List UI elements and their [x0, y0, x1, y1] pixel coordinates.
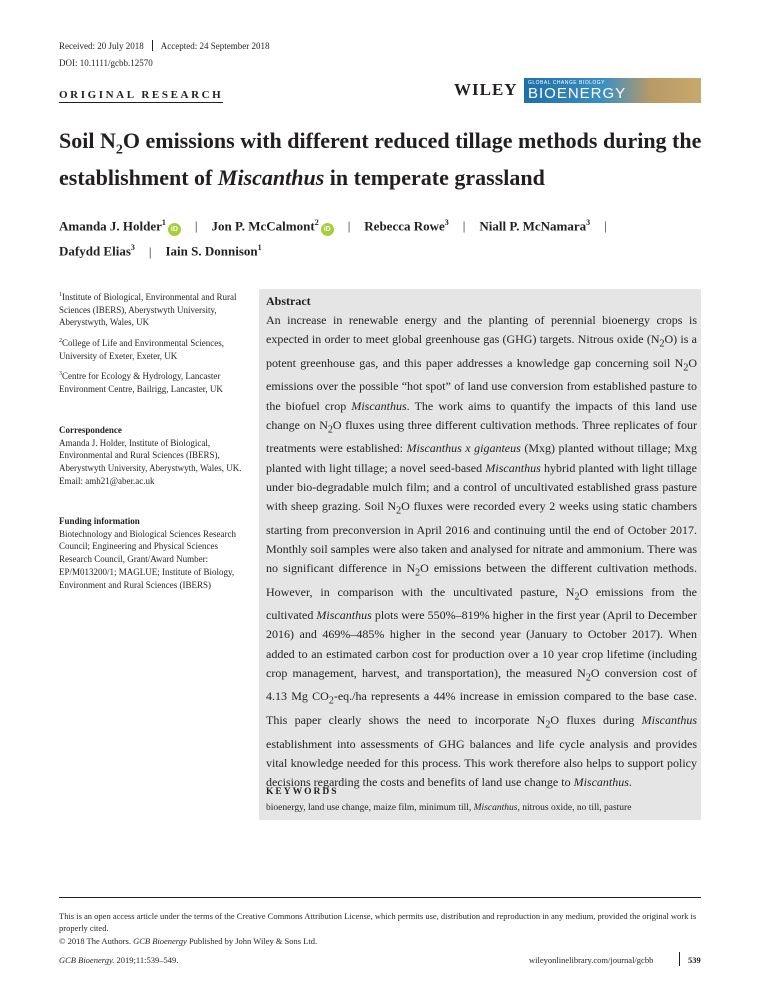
- author-name[interactable]: Dafydd Elias: [59, 243, 131, 259]
- author-separator: |: [148, 243, 152, 259]
- orcid-icon[interactable]: iD: [168, 223, 181, 236]
- journal-url[interactable]: wileyonlinelibrary.com/journal/gcbb: [529, 955, 654, 965]
- publisher-logo: WILEY: [454, 80, 518, 99]
- keywords-heading: KEYWORDS: [266, 787, 339, 797]
- keywords-list: bioenergy, land use change, maize film, minimum till, Miscanthus, nitrous oxide, no till, pasture: [266, 803, 632, 813]
- affiliation: $^2$College of Life and Environmental Sciences, University of Exeter, Exeter, UK: [59, 338, 224, 361]
- divider: [152, 40, 153, 51]
- divider: [679, 952, 680, 966]
- orcid-icon[interactable]: iD: [321, 223, 334, 236]
- funding-heading: Funding information: [59, 516, 140, 526]
- author-separator: |: [462, 218, 466, 234]
- article-title: Soil $N_2O$ emissions with different reduced tillage methods during the establishment of Miscanthus in temperate grassland: [59, 128, 702, 191]
- correspondence: Correspondence Amanda J. Holder, Institute of Biological, Environmental and Rural Sciences (IBERS), Aberystwyth University, Aberystwyth, Wales, UK. Email: amh21@aber.ac.uk: [59, 424, 249, 488]
- footer-divider: [59, 897, 701, 898]
- abstract-heading: Abstract: [266, 294, 311, 308]
- copyright: © 2018 The Authors. GCB Bioenergy Published by John Wiley & Sons Ltd.: [59, 936, 318, 946]
- author-separator: |: [347, 218, 351, 234]
- accepted-date: Accepted: 24 September 2018: [160, 41, 270, 51]
- author-separator: |: [604, 218, 607, 234]
- author-name[interactable]: Jon P. McCalmont: [211, 218, 315, 234]
- author-name[interactable]: Amanda J. Holder: [59, 218, 162, 234]
- license-note: This is an open access article under the terms of the Creative Commons Attribution License, which permits use, distribution and reproduction in any medium, provided the original work is properly cited.: [59, 911, 697, 933]
- journal-logo-title: BIOENERGY: [528, 85, 627, 102]
- author-list: Amanda J. Holder$^1$iD | Jon P. McCalmont$^2$iD | Rebecca Rowe$^3$ | Niall P. McNamara$^3$ | Dafydd Elias$^3$ | Iain S. Donnison$^1$: [59, 212, 719, 263]
- citation: GCB Bioenergy. 2019;11:539–549.: [59, 955, 179, 965]
- author-separator: |: [194, 218, 198, 234]
- affiliation: $^1$Institute of Biological, Environmental and Rural Sciences (IBERS), Aberystwyth University, Aberystwyth, Wales, UK: [59, 292, 237, 328]
- page-number: 539: [688, 955, 701, 965]
- doi[interactable]: DOI: 10.1111/gcbb.12570: [59, 58, 153, 68]
- correspondence-heading: Correspondence: [59, 425, 122, 435]
- author-name[interactable]: Niall P. McNamara: [479, 218, 587, 234]
- journal-logo: [524, 78, 701, 103]
- abstract-text: An increase in renewable energy and the planting of perennial bioenergy crops is expected in order to meet global greenhouse gas (GHG) targets. Nitrous oxide $(N_2O)$ is a potent greenhouse gas, and this paper addresses a knowledge gap concerning soil $N_2O$ emissions over the possible “hot spot” of land use conversion from established pasture to the biofuel crop Miscanthus. The work aims to quantify the impacts of this land use change on $N_2O$ fluxes using three different cultivation methods. Three replicates of four treatments were established: Miscanthus x giganteus (Mxg) planted without tillage; Mxg planted with light tillage; a novel seed-based Miscanthus hybrid planted with light tillage under bio-degradable mulch film; and a control of uncultivated established grass pasture with sheep grazing. Soil $N_2O$ fluxes were recorded every 2 weeks using static chambers starting from preconversion in April 2016 and continuing until the end of October 2017. Monthly soil samples were also taken and analysed for nitrate and ammonium. There was no significant difference in $N_2O$ emissions between the different cultivation methods. However, in comparison with the uncultivated pasture, $N_2O$ emissions from the cultivated Miscanthus plots were 550%–819% higher in the first year (April to December 2016) and 469%–485% higher in the second year (January to October 2017). When added to an estimated carbon cost for production over a 10 year crop lifetime (including crop management, harvest, and transportation), the measured $N_2O$ conversion cost of 4.13 Mg $CO_2-eq./ha$ represents a 44% increase in emission compared to the base case. This paper clearly shows the need to incorporate $N_2O$ fluxes during Miscanthus establishment into assessments of GHG balances and life cycle analysis and provides vital knowledge needed for this process. This work therefore also helps to support policy decisions regarding the costs and benefits of land use change to Miscanthus.: [266, 313, 698, 789]
- author-name[interactable]: Iain S. Donnison: [165, 243, 258, 259]
- journal-logo-subtitle: GLOBAL CHANGE BIOLOGY: [528, 80, 606, 86]
- article-dates: [59, 40, 269, 51]
- received-date: Received: 20 July 2018: [59, 41, 144, 51]
- author-name[interactable]: Rebecca Rowe: [364, 218, 445, 234]
- affiliation: $^3$Centre for Ecology & Hydrology, Lancaster Environment Centre, Bailrigg, Lancaster, UK: [59, 371, 223, 394]
- email-link[interactable]: Email: amh21@aber.ac.uk: [59, 475, 155, 486]
- funding-information: Funding information Biotechnology and Biological Sciences Research Council; Engineering and Physical Sciences Research Council, Grant/Award Number: EP/M013200/1; MAGLUE; Institute of Biology, Environment and Rural Sciences (IBERS): [59, 515, 249, 591]
- article-type: ORIGINAL RESEARCH: [59, 89, 224, 101]
